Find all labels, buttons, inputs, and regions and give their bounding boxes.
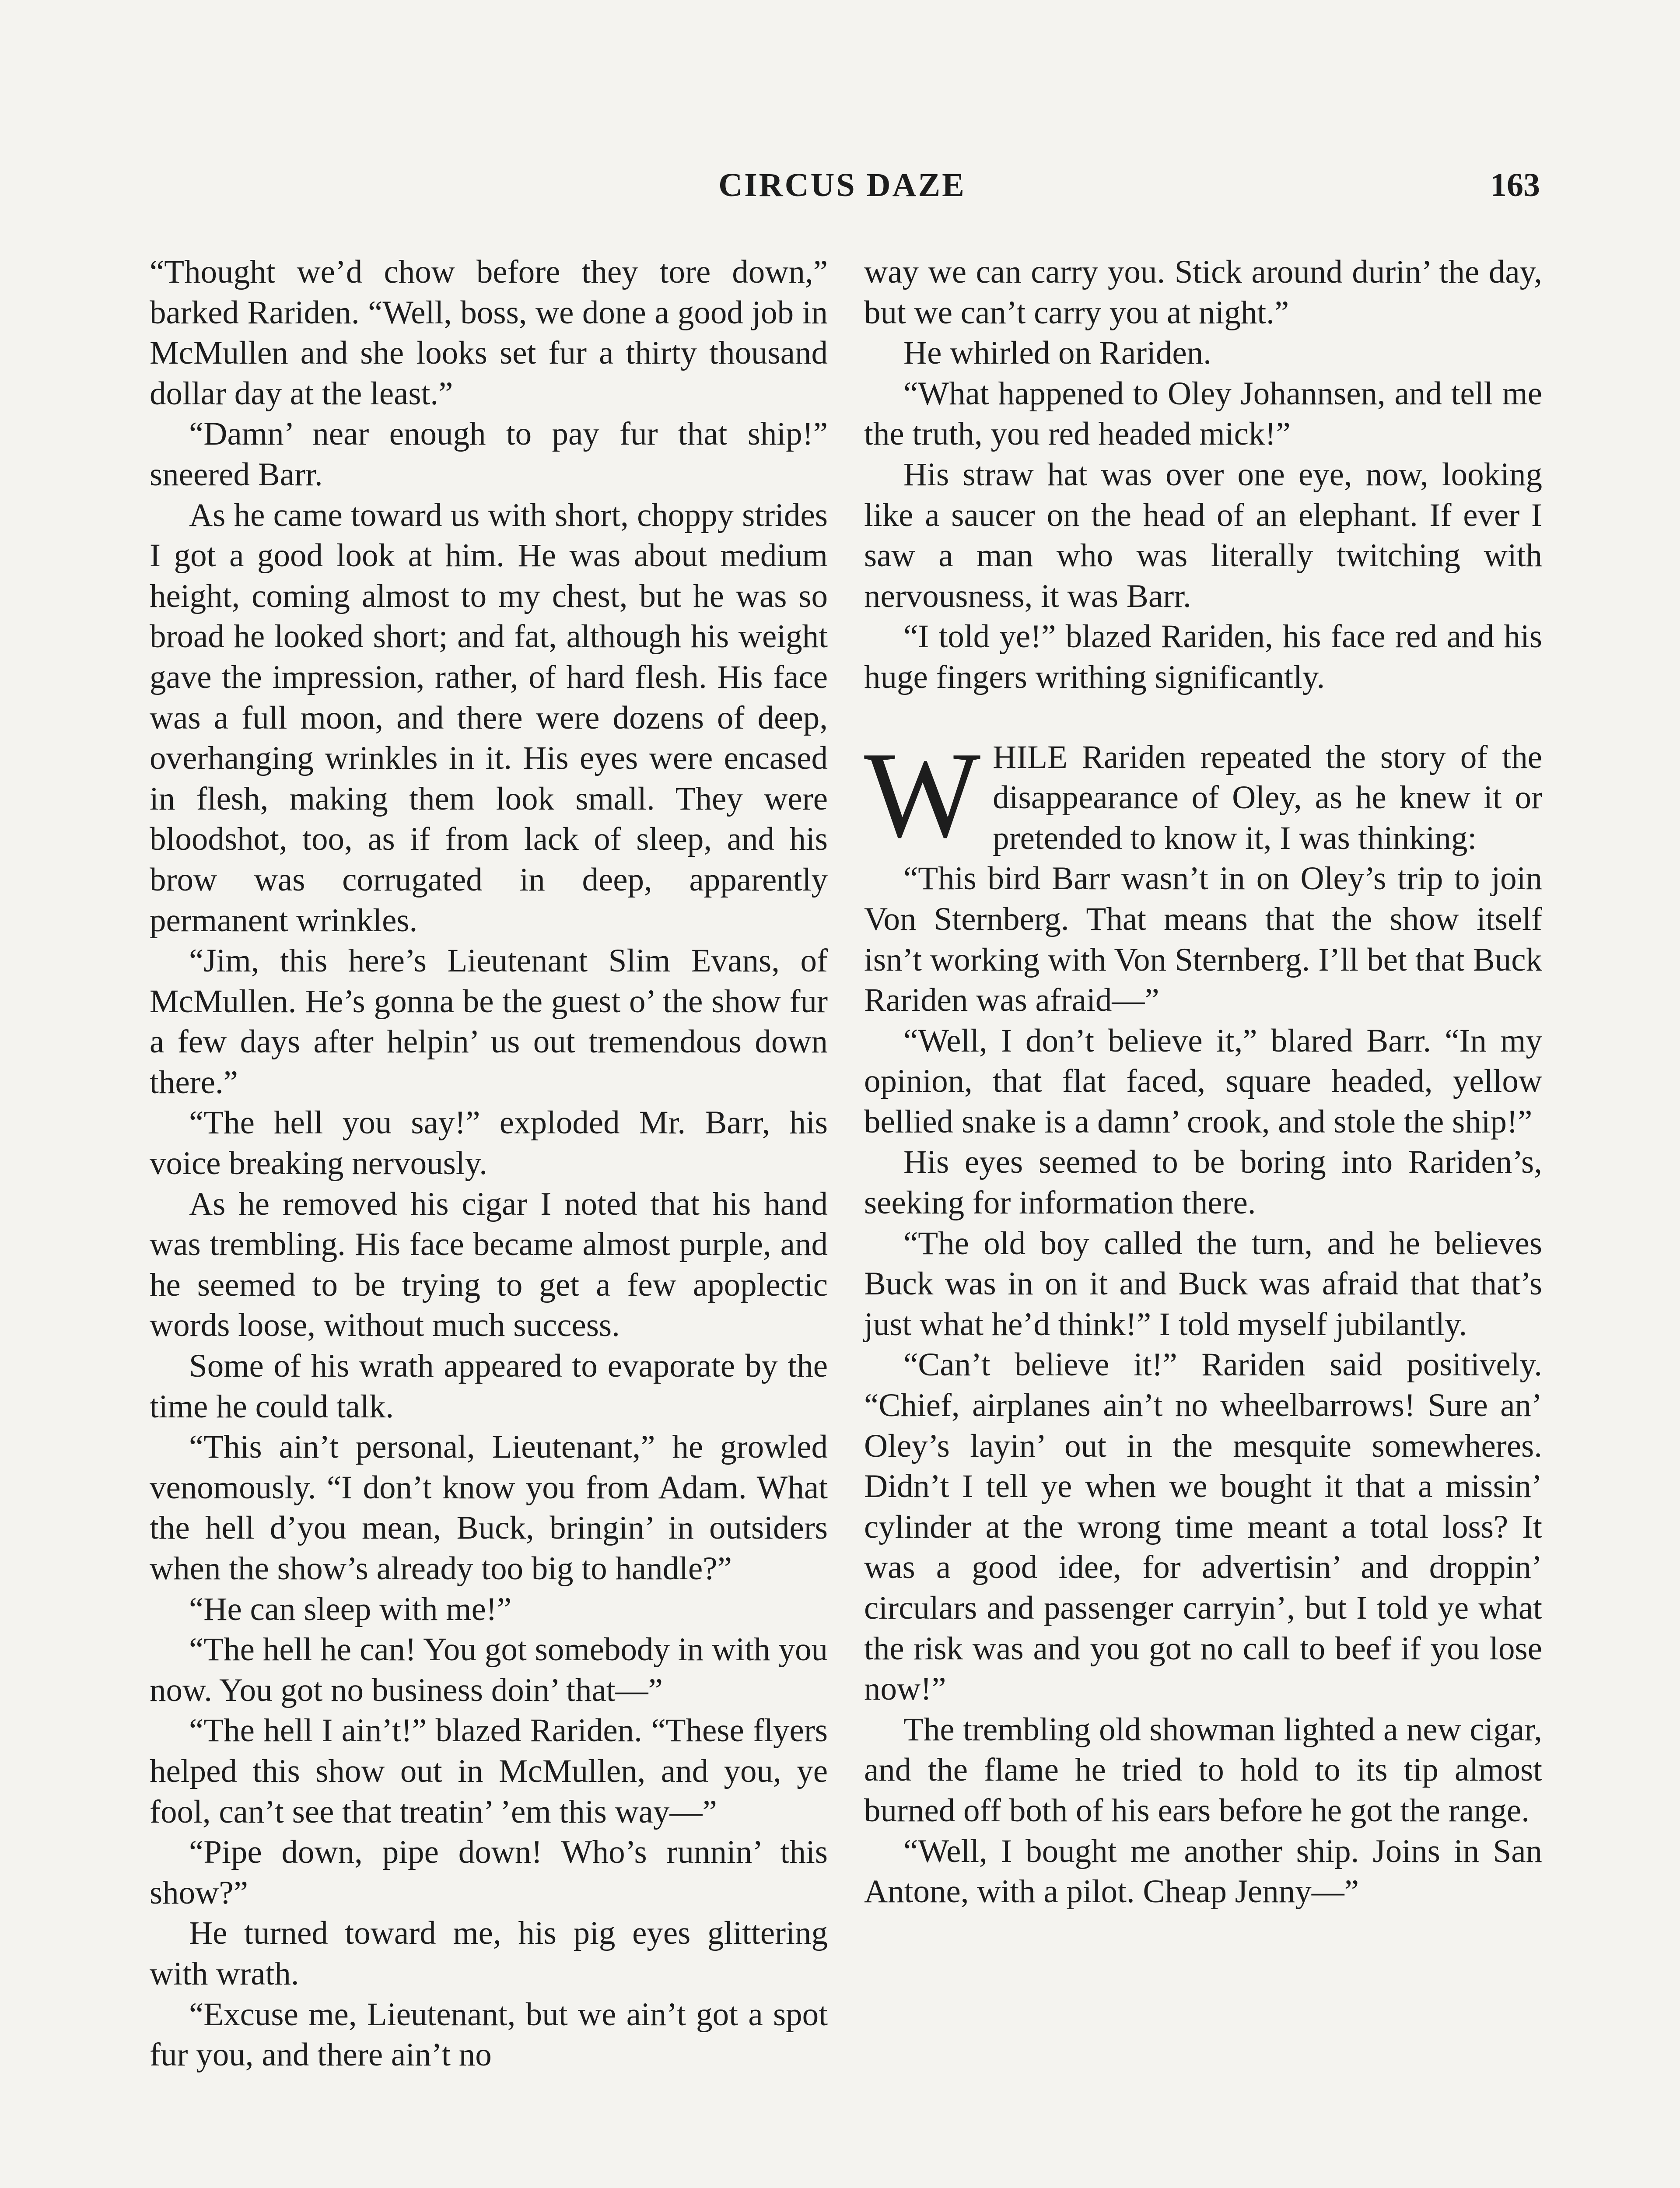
paragraph: He whirled on Rariden. bbox=[903, 335, 1211, 372]
paragraph: “Excuse me, Lieutenant, but we ain’t got a spot fur you, and there ain’t no bbox=[150, 1996, 828, 2073]
paragraph: “Well, I don’t believe it,” blared Barr. “In my opinion, that flat faced, square headed, yellow bellied snake is a damn’ crook, and stole the ship!” bbox=[864, 1022, 1542, 1140]
paragraph: “Thought we’d chow before they tore down,” barked Rariden. “Well, boss, we done a good job in McMullen and she looks set fur a thirty thousand dollar day at the least.” bbox=[150, 254, 828, 412]
page-number: 163 bbox=[1490, 167, 1540, 203]
paragraph: “Damn’ near enough to pay fur that ship!” sneered Barr. bbox=[150, 416, 828, 493]
paragraph: way we can carry you. Stick around durin’ the day, but we can’t carry you at night.” bbox=[864, 254, 1542, 331]
running-head bbox=[144, 166, 1540, 214]
paragraph: “I told ye!” blazed Rariden, his face red and his huge fingers writhing significantly. bbox=[864, 618, 1542, 695]
paragraph: “The hell he can! You got somebody in with you now. You got no business doin’ that—” bbox=[150, 1631, 828, 1708]
right-column bbox=[864, 252, 1542, 1912]
paragraph: “Well, I bought me another ship. Joins in San Antone, with a pilot. Cheap Jenny—” bbox=[864, 1833, 1542, 1910]
drop-cap: W bbox=[864, 726, 981, 863]
paragraph: The trembling old showman lighted a new cigar, and the flame he tried to hold to its tip almost burned off both of his ears before he got the range. bbox=[864, 1711, 1542, 1829]
paragraph: “The old boy called the turn, and he believes Buck was in on it and Buck was afraid that that’s just what he’d think!” I told myself jubilantly. bbox=[864, 1225, 1542, 1343]
opening-text: Rariden repeated the story of the disappearance of Oley, as he knew it or pretended to know it, I was thinking: bbox=[993, 739, 1542, 856]
left-column bbox=[150, 252, 828, 2076]
paragraph: Some of his wrath appeared to evaporate by the time he could talk. bbox=[150, 1348, 828, 1425]
paragraph: His straw hat was over one eye, now, looking like a saucer on the head of an elephant. If ever I saw a man who was literally twitching with nervousness, it was Barr. bbox=[864, 456, 1542, 614]
opening-small-caps: HILE bbox=[993, 739, 1068, 775]
paragraph: “What happened to Oley Johannsen, and tell me the truth, you red headed mick!” bbox=[864, 375, 1542, 452]
paragraph: “Can’t believe it!” Rariden said positively. “Chief, airplanes ain’t no wheelbarrows! Sure an’ Oley’s layin’ out in the mesquite somewheres. Didn’t I tell ye when we bought it that a missin’ cylinder at the wrong time meant a total loss? It was a good idee, for advertisin’ and droppin’ circulars and passenger carryin’, but I told ye what the risk was and you got no call to beef if you lose now!” bbox=[864, 1346, 1542, 1708]
paragraph: “Jim, this here’s Lieutenant Slim Evans, of McMullen. He’s gonna be the guest o’ the show fur a few days after helpin’ us out tremendous down there.” bbox=[150, 943, 828, 1101]
paragraph: “Pipe down, pipe down! Who’s runnin’ this show?” bbox=[150, 1834, 828, 1911]
section-opening-paragraph bbox=[864, 726, 1542, 863]
paragraph: As he came toward us with short, choppy strides I got a good look at him. He was about medium height, coming almost to my chest, but he was so broad he looked short; and fat, although his weight gave the impression, rather, of hard flesh. His face was a full moon, and there were dozens of deep, overhanging wrinkles in it. His eyes were encased in flesh, making them look small. They were bloodshot, too, as if from lack of sleep, and his brow was corrugated in deep, apparently permanent wrinkles. bbox=[150, 497, 828, 939]
running-title: CIRCUS DAZE bbox=[718, 167, 966, 203]
paragraph: “He can sleep with me!” bbox=[189, 1591, 512, 1627]
paragraph: “This ain’t personal, Lieutenant,” he growled venomously. “I don’t know you from Adam. What the hell d’you mean, Buck, bringin’ in outsiders when the show’s already too big to handle?” bbox=[150, 1429, 828, 1587]
paragraph: “The hell you say!” exploded Mr. Barr, his voice breaking nervously. bbox=[150, 1105, 828, 1182]
paragraph: “The hell I ain’t!” blazed Rariden. “These flyers helped this show out in McMullen, and you, ye fool, can’t see that treatin’ ’em this way—” bbox=[150, 1712, 828, 1830]
paragraph: He turned toward me, his pig eyes glittering with wrath. bbox=[150, 1915, 828, 1992]
paragraph: As he removed his cigar I noted that his hand was trembling. His face became almost purple, and he seemed to be trying to get a few apoplectic words loose, without much success. bbox=[150, 1185, 828, 1344]
paragraph: His eyes seemed to be boring into Rariden’s, seeking for information there. bbox=[864, 1144, 1542, 1221]
paragraph: “This bird Barr wasn’t in on Oley’s trip to join Von Sternberg. That means that the show itself isn’t working with Von Sternberg. I’ll bet that Buck Rariden was afraid—” bbox=[864, 860, 1542, 1019]
